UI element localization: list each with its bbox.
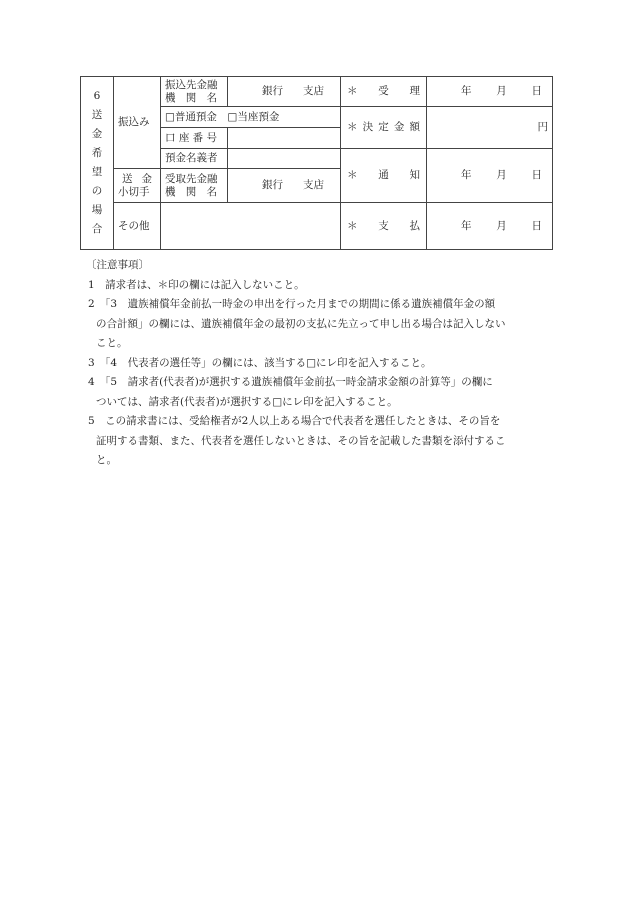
tsuchi-date: 年 月 日: [427, 149, 553, 203]
account-number-label: 口 座 番 号: [161, 128, 228, 149]
account-number-field[interactable]: [228, 128, 341, 149]
shiharai-date: 年 月 日: [427, 203, 553, 250]
tsuchi-label: ＊ 通 知: [341, 149, 427, 203]
notes-section: [88, 256, 550, 471]
section-char: 希: [91, 147, 103, 159]
section-6-label: [81, 77, 114, 250]
account-holder-field[interactable]: [228, 149, 341, 169]
kettei-label: ＊ 決 定 金 額: [341, 107, 427, 149]
note-line: 1 請求者は、＊印の欄には記入しないこと。: [88, 278, 305, 291]
note-line: こと。: [96, 337, 128, 349]
other-label: その他: [114, 203, 161, 250]
juri-date: 年 月 日: [427, 77, 553, 107]
furikomi-bank-label: 振込先金融 機 関 名: [161, 77, 228, 107]
section-char: 場: [91, 204, 103, 216]
note-line: 4 「5 請求者(代表者)が選択する遺族補償年金前払一時金請求金額の計算等」の欄に: [88, 376, 493, 388]
account-type-checkboxes[interactable]: □普通預金 □当座預金: [161, 107, 341, 128]
kogitte-bank-label: 受取先金融 機 関 名: [161, 169, 228, 203]
notes-heading: 〔注意事項〕: [86, 259, 149, 271]
note-line: 5 この請求書には、受給権者が2人以上ある場合で代表者を選任したときは、その旨を: [88, 415, 501, 427]
account-holder-label: 預金名義者: [161, 149, 228, 169]
furikomi-label: 振込み: [114, 77, 161, 169]
section-char: 望: [91, 166, 103, 178]
furikomi-bank-field[interactable]: 銀行 支店: [228, 77, 341, 107]
kettei-amount: 円: [427, 107, 553, 149]
note-line: 2 「3 遺族補償年金前払一時金の申出を行った月までの期間に係る遺族補償年金の額: [88, 298, 496, 310]
section-char: の: [91, 185, 103, 197]
note-line: の合計額」の欄には、遺族補償年金の最初の支払に先立って申し出る場合は記入しない: [96, 317, 506, 330]
section-char: 送: [91, 109, 103, 121]
section-char: 金: [91, 128, 103, 140]
note-line: 3 「4 代表者の選任等」の欄には、該当する□にレ印を記入すること。: [88, 356, 432, 369]
kogitte-label: 送 金 小切手: [114, 169, 161, 203]
note-line: と。: [96, 454, 117, 466]
remittance-table: [80, 76, 553, 250]
other-field[interactable]: [161, 203, 341, 250]
section-number: 6: [93, 90, 101, 102]
juri-label: ＊ 受 理: [341, 77, 427, 107]
note-line: 証明する書類、また、代表者を選任しないときは、その旨を記載した書類を添付するこ: [96, 434, 506, 447]
shiharai-label: ＊ 支 払: [341, 203, 427, 250]
note-line: ついては、請求者(代表者)が選択する□にレ印を記入すること。: [96, 395, 398, 408]
section-char: 合: [91, 223, 103, 235]
kogitte-bank-field[interactable]: 銀行 支店: [228, 169, 341, 203]
